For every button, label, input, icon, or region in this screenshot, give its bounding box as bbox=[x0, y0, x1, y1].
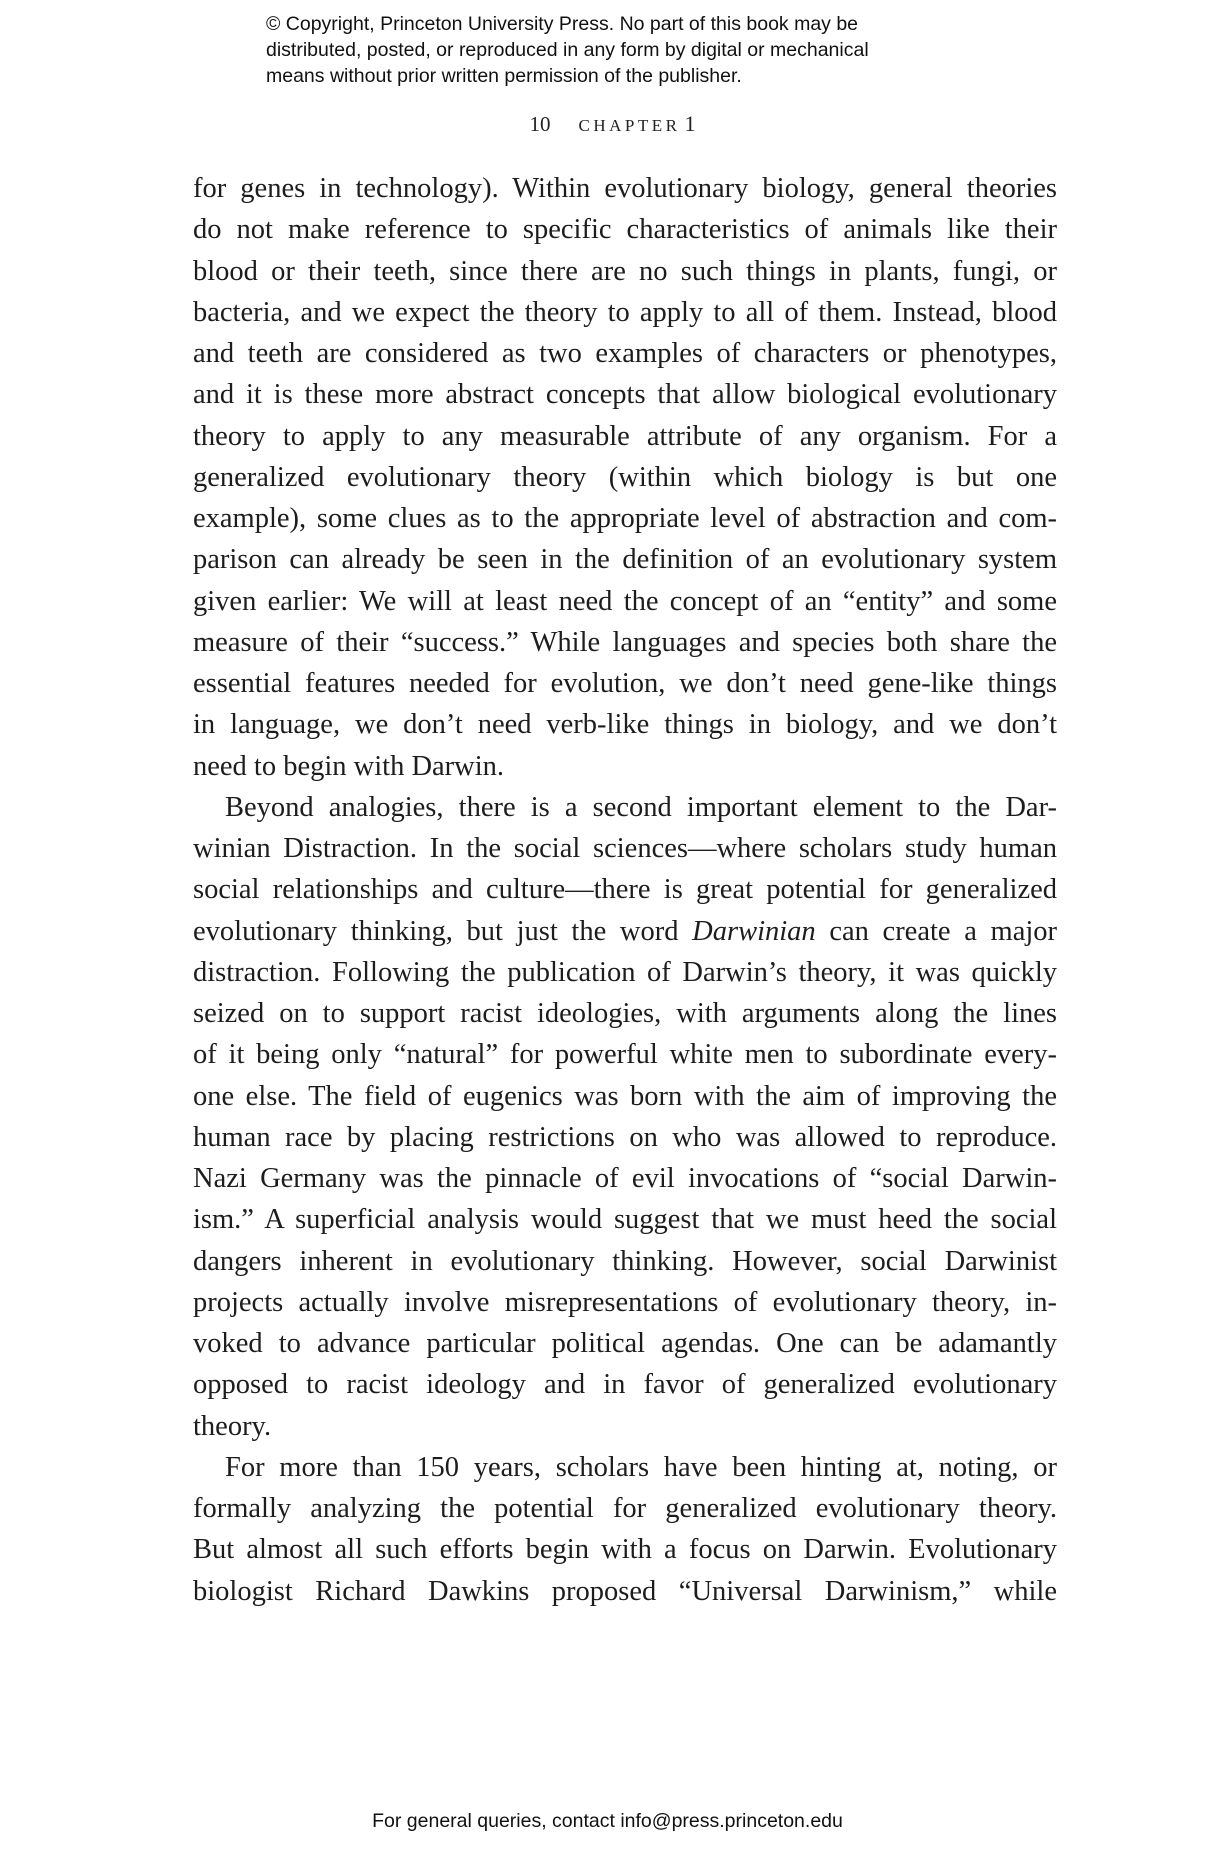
body-text bbox=[193, 168, 1057, 1612]
text-line: biologist Richard Dawkins proposed “Universal Darwinism,” while bbox=[193, 1575, 1057, 1607]
copyright-line: means without prior written permission of the publisher. bbox=[266, 65, 742, 87]
text-line: For more than 150 years, scholars have been hinting at, noting, or bbox=[225, 1451, 1057, 1483]
text-line: opposed to racist ideology and in favor of generalized evolutionary bbox=[193, 1369, 1057, 1401]
text-line: example), some clues as to the appropriate level of abstraction and com- bbox=[193, 503, 1057, 534]
paragraph bbox=[193, 1447, 1057, 1612]
copyright-line: © Copyright, Princeton University Press. No part of this book may be bbox=[266, 13, 859, 35]
text-line: and teeth are considered as two examples of characters or phenotypes, bbox=[193, 338, 1057, 369]
text-line: do not make reference to specific characteristics of animals like their bbox=[193, 214, 1057, 246]
text-line: measure of their “success.” While languages and species both share the bbox=[193, 626, 1057, 658]
text-line: given earlier: We will at least need the concept of an “entity” and some bbox=[193, 585, 1057, 617]
text-line: projects actually involve misrepresentations of evolutionary theory, in- bbox=[193, 1286, 1057, 1318]
text-line: But almost all such efforts begin with a focus on Darwin. Evolutionary bbox=[193, 1534, 1057, 1566]
page-number: 10 bbox=[529, 112, 551, 136]
text-line: theory. bbox=[193, 1410, 272, 1442]
text-line: for genes in technology). Within evolutionary biology, general theories bbox=[193, 173, 1057, 204]
text-line: Beyond analogies, there is a second important element to the Dar- bbox=[225, 791, 1057, 823]
text-line: theory to apply to any measurable attribute of any organism. For a bbox=[193, 420, 1057, 452]
text-line: Nazi Germany was the pinnacle of evil invocations of “social Darwin- bbox=[193, 1163, 1057, 1194]
text-line: blood or their teeth, since there are no such things in plants, fungi, or bbox=[193, 255, 1057, 287]
copyright-line: distributed, posted, or reproduced in any form by digital or mechanical bbox=[266, 39, 869, 61]
text-line: winian Distraction. In the social sciences—where scholars study human bbox=[193, 833, 1057, 864]
chapter-label: chapter bbox=[578, 111, 681, 137]
text-line: in language, we don’t need verb-like things in biology, and we don’t bbox=[193, 709, 1057, 741]
text-line: seized on to support racist ideologies, with arguments along the lines bbox=[193, 998, 1057, 1029]
chapter-number: 1 bbox=[684, 111, 696, 136]
text-line: dangers inherent in evolutionary thinking. However, social Darwinist bbox=[193, 1245, 1057, 1277]
paragraph bbox=[193, 787, 1057, 1447]
paragraph bbox=[193, 168, 1057, 787]
text-line: evolutionary thinking, but just the word Darwinian can create a major bbox=[193, 915, 1057, 947]
text-line: bacteria, and we expect the theory to apply to all of them. Instead, blood bbox=[193, 296, 1057, 328]
italic-term: Darwinian bbox=[692, 915, 816, 947]
text-line: essential features needed for evolution, we don’t need gene-like things bbox=[193, 668, 1057, 699]
text-line: one else. The field of eugenics was born with the aim of improving the bbox=[193, 1080, 1057, 1112]
text-line: of it being only “natural” for powerful white men to subordinate every- bbox=[193, 1039, 1057, 1071]
text-line: ism.” A superficial analysis would suggest that we must heed the social bbox=[193, 1204, 1057, 1236]
text-line: parison can already be seen in the definition of an evolutionary system bbox=[193, 544, 1057, 576]
text-line: voked to advance particular political agendas. One can be adamantly bbox=[193, 1328, 1057, 1359]
text-line: distraction. Following the publication of Darwin’s theory, it was quickly bbox=[193, 956, 1057, 988]
footer-contact: For general queries, contact info@press.princeton.edu bbox=[372, 1810, 843, 1832]
footer bbox=[0, 1808, 1225, 1834]
text-line: human race by placing restrictions on who was allowed to reproduce. bbox=[193, 1121, 1057, 1153]
text-line: need to begin with Darwin. bbox=[193, 750, 505, 782]
text-line: social relationships and culture—there is great potential for generalized bbox=[193, 874, 1057, 906]
running-head bbox=[0, 110, 1225, 138]
text-line: generalized evolutionary theory (within which biology is but one bbox=[193, 461, 1057, 493]
text-line: formally analyzing the potential for generalized evolutionary theory. bbox=[193, 1493, 1057, 1524]
copyright-notice bbox=[266, 11, 986, 89]
text-line: and it is these more abstract concepts that allow biological evolutionary bbox=[193, 379, 1057, 411]
